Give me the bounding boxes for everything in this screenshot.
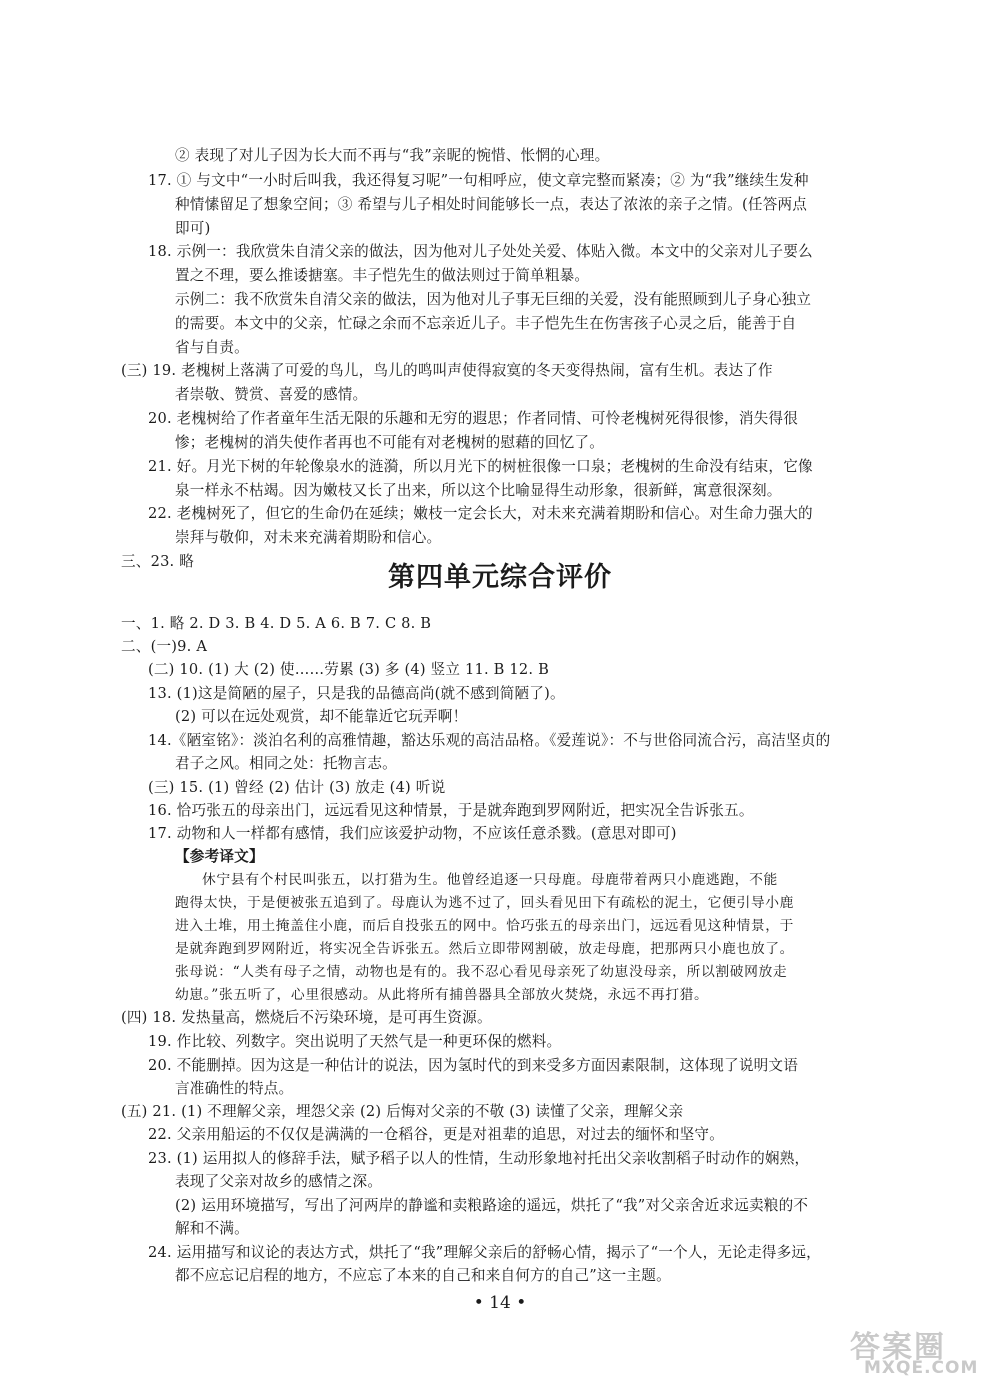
translation-line: 幼崽。”张五听了，心里很感动。从此将所有捕兽器具全部放火焚烧，永远不再打猎。	[175, 987, 709, 1003]
answer-line: 二、(一)9. A	[121, 638, 208, 655]
answer-line: 21. 好。月光下树的年轮像泉水的涟漪，所以月光下的树桩很像一口泉；老槐树的生命没有结束，它像	[148, 458, 813, 475]
page-number: • 14 •	[473, 1293, 527, 1313]
translation-line: 张母说：“人类有母子之情，动物也是有的。我不忍心看见母亲死了幼崽没母亲，所以割破网放走	[175, 964, 788, 980]
answer-line: 22. 父亲用船运的不仅仅是满满的一仓稻谷，更是对祖辈的追思，对过去的缅怀和坚守。	[148, 1126, 725, 1143]
watermark	[850, 1322, 990, 1382]
answer-line: 表现了父亲对故乡的感情之深。	[175, 1173, 383, 1190]
answer-line: 惨；老槐树的消失使作者再也不可能有对老槐树的慰藉的回忆了。	[175, 434, 605, 451]
translation-line: 跑得太快，于是便被张五追到了。母鹿认为逃不过了，回头看见田下有疏松的泥土，它便引导小鹿	[175, 895, 795, 911]
translation-line: 进入土堆，用土掩盖住小鹿，而后自投张五的网中。恰巧张五的母亲出门，远远看见这种情景，于	[175, 918, 795, 934]
answer-line: (二) 10. (1) 大 (2) 使……劳累 (3) 多 (4) 竖立 11. B 12. B	[148, 661, 549, 678]
answer-line: 20. 不能删掉。因为这是一种估计的说法，因为氢时代的到来受多方面因素限制，这体现了说明文语	[148, 1057, 798, 1074]
answer-line: 即可)	[175, 220, 211, 237]
answer-line: 言准确性的特点。	[175, 1080, 294, 1097]
answer-line: (五) 21. (1) 不理解父亲，埋怨父亲 (2) 后悔对父亲的不敬 (3) 读懂了父亲，理解父亲	[121, 1103, 684, 1120]
answer-line: 16. 恰巧张五的母亲出门，远远看见这种情景，于是就奔跑到罗网附近，把实况全告诉张五。	[148, 802, 754, 819]
watermark-domain: MXQE.COM	[864, 1358, 979, 1378]
answer-line: 崇拜与敬仰，对未来充满着期盼和信心。	[175, 529, 442, 546]
translation-line: 是就奔跑到罗网附近，将实况全告诉张五。然后立即带网割破，放走母鹿，把那两只小鹿也放了。	[175, 941, 795, 957]
answer-line: 17. 动物和人一样都有感情，我们应该爱护动物，不应该任意杀戮。(意思对即可)	[148, 825, 677, 842]
answer-line: 者崇敬、赞赏、喜爱的感情。	[175, 386, 368, 403]
answer-line: 都不应忘记启程的地方，不应忘了本来的自己和来自何方的自己”这一主题。	[175, 1267, 671, 1284]
answer-line: 13. (1)这是简陋的屋子，只是我的品德高尚(就不感到简陋了)。	[148, 685, 565, 702]
watermark-logo: 答案圈	[850, 1330, 946, 1365]
answer-line: 18. 示例一：我欣赏朱自清父亲的做法，因为他对儿子处处关爱、体贴入微。本文中的父亲对儿子要么	[148, 243, 813, 260]
answer-line: 君子之风。相同之处：托物言志。	[175, 755, 397, 772]
answer-line: ② 表现了对儿子因为长大而不再与“我”亲昵的惋惜、怅惘的心理。	[175, 147, 610, 164]
reference-translation-heading: 【参考译文】	[175, 848, 264, 865]
answer-line: 置之不理，要么推诿搪塞。丰子恺先生的做法则过于简单粗暴。	[175, 267, 590, 284]
section-title: 第四单元综合评价	[388, 562, 612, 593]
answer-line: 17. ① 与文中“一小时后叫我，我还得复习呢”一句相呼应，使文章完整而紧凑；② 为“我”继续生发种	[148, 172, 809, 189]
answer-line: 14.《陋室铭》：淡泊名利的高雅情趣，豁达乐观的高洁品格。《爱莲说》：不与世俗同流合污，高洁坚贞的	[148, 732, 831, 749]
answer-line: 种情愫留足了想象空间；③ 希望与儿子相处时间能够长一点，表达了浓浓的亲子之情。(任答两点	[175, 196, 808, 213]
answer-line: (2) 可以在远处观赏，却不能靠近它玩弄啊！	[175, 708, 468, 725]
translation-line: 休宁县有个村民叫张五，以打猎为生。他曾经追逐一只母鹿。母鹿带着两只小鹿逃跑，不能	[202, 872, 778, 888]
answer-line: 省与自责。	[175, 339, 249, 356]
answer-line: 解和不满。	[175, 1220, 249, 1237]
answer-line: 19. 作比较、列数字。突出说明了天然气是一种更环保的燃料。	[148, 1033, 562, 1050]
answer-line: 泉一样永不枯竭。因为嫩枝又长了出来，所以这个比喻显得生动形象，很新鲜，寓意很深刻。	[175, 482, 782, 499]
answer-line: (三) 19. 老槐树上落满了可爱的鸟儿，鸟儿的鸣叫声使得寂寞的冬天变得热闹，富有生机。表达了作	[121, 362, 773, 379]
answer-line: 的需要。本文中的父亲，忙碌之余而不忘亲近儿子。丰子恺先生在伤害孩子心灵之后，能善于自	[175, 315, 797, 332]
answer-line: 一、1. 略 2. D 3. B 4. D 5. A 6. B 7. C 8. B	[121, 615, 432, 632]
answer-line: 三、23. 略	[121, 553, 195, 570]
answer-line: 23. (1) 运用拟人的修辞手法，赋予稻子以人的性情，生动形象地衬托出父亲收割稻子时动作的娴熟，	[148, 1150, 810, 1167]
answer-line: 24. 运用描写和议论的表达方式，烘托了“我”理解父亲后的舒畅心情，揭示了“一个人，无论走得多远，	[148, 1244, 821, 1261]
answer-line: 20. 老槐树给了作者童年生活无限的乐趣和无穷的遐思；作者同情、可怜老槐树死得很惨，消失得很	[148, 410, 798, 427]
answer-line: (三) 15. (1) 曾经 (2) 估计 (3) 放走 (4) 听说	[148, 779, 446, 796]
answer-line: 22. 老槐树死了，但它的生命仍在延续；嫩枝一定会长大，对未来充满着期盼和信心。对生命力强大的	[148, 505, 813, 522]
answer-line: (四) 18. 发热量高，燃烧后不污染环境，是可再生资源。	[121, 1009, 492, 1026]
answer-line: 示例二：我不欣赏朱自清父亲的做法，因为他对儿子事无巨细的关爱，没有能照顾到儿子身心独立	[175, 291, 812, 308]
answer-line: (2) 运用环境描写，写出了河两岸的静谧和卖粮路途的遥远，烘托了“我”对父亲舍近求远卖粮的不	[175, 1197, 809, 1214]
